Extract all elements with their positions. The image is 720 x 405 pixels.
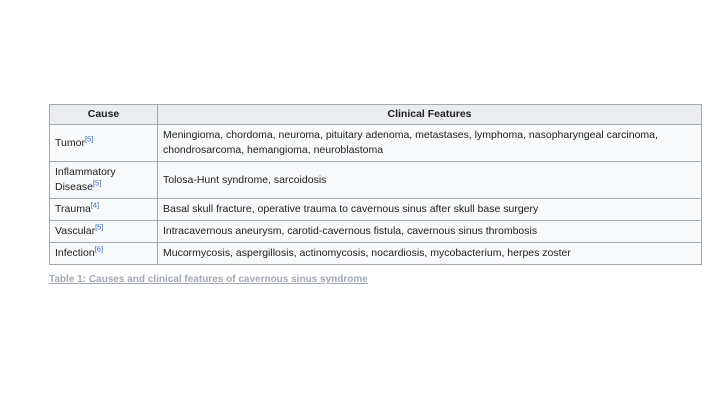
features-cell: Meningioma, chordoma, neuroma, pituitary adenoma, metastases, lymphoma, nasopharyngeal carcinoma, chondrosarcoma, hemangioma, neuroblastoma (158, 125, 702, 162)
cause-cell (50, 243, 158, 265)
table-row (50, 243, 702, 265)
cause-cell (50, 221, 158, 243)
table-row (50, 221, 702, 243)
cause-label: Vascular (55, 225, 96, 237)
features-cell: Mucormycosis, aspergillosis, actinomycosis, nocardiosis, mycobacterium, herpes zoster (158, 243, 702, 265)
reference-link[interactable]: [5] (84, 134, 94, 143)
table-caption[interactable]: Table 1: Causes and clinical features of cavernous sinus syndrome (49, 274, 368, 285)
table-row (50, 125, 702, 162)
features-cell: Tolosa-Hunt syndrome, sarcoidosis (158, 162, 702, 199)
reference-link[interactable]: [5] (92, 178, 102, 188)
cause-cell (50, 125, 158, 162)
cause-label: Disease (55, 181, 93, 193)
table-row (50, 199, 702, 221)
header-cause: Cause (50, 105, 158, 125)
features-cell: Intracavernous aneurysm, carotid-cavernous fistula, cavernous sinus thrombosis (158, 221, 702, 243)
features-cell: Basal skull fracture, operative trauma to cavernous sinus after skull base surgery (158, 199, 702, 221)
reference-link[interactable]: [5] (95, 222, 104, 232)
cause-label: Trauma (55, 203, 91, 215)
cause-cell (50, 162, 158, 199)
header-clinical-features: Clinical Features (158, 105, 702, 125)
cause-cell (50, 199, 158, 221)
cause-label: Tumor (55, 136, 85, 149)
cause-label: Infection (55, 247, 95, 259)
cause-label: Inflammatory (55, 166, 116, 178)
table-container (49, 104, 701, 285)
reference-link[interactable]: [4] (90, 200, 100, 210)
causes-table (49, 104, 702, 265)
table-header-row (50, 105, 702, 125)
reference-link[interactable]: [6] (94, 244, 104, 254)
table-row (50, 162, 702, 199)
